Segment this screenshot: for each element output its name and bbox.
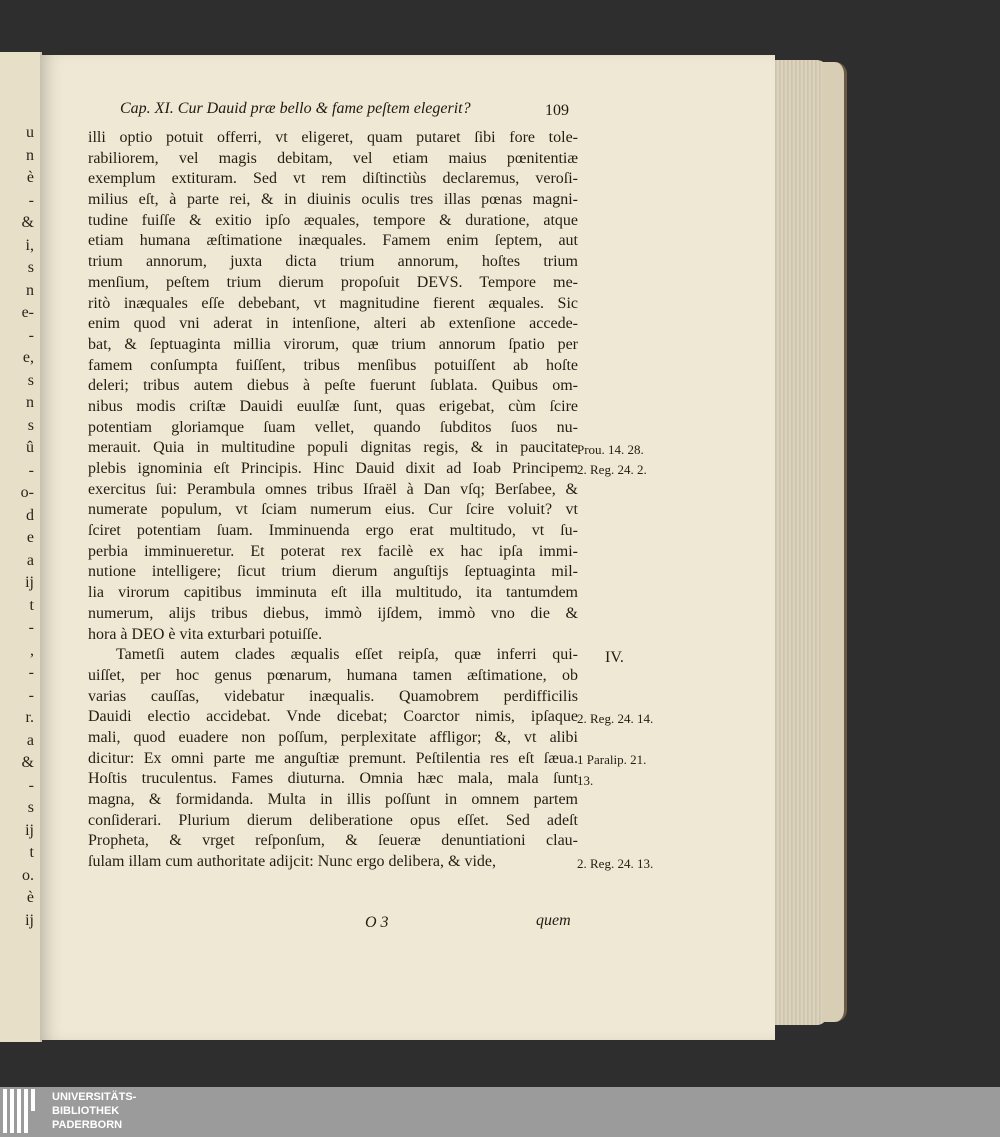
left-page-fragment: a (26, 731, 34, 749)
left-page-fragment: , (30, 641, 34, 659)
body-line: etiam humana æſtimatione inæquales. Famem enim ſeptem, aut (88, 232, 578, 250)
library-logo-icon (3, 1089, 47, 1135)
margin-note: 1 Paralip. 21. (577, 752, 647, 767)
margin-note: Prou. 14. 28. (577, 441, 644, 457)
left-page-fragment: t (29, 596, 34, 614)
left-page-fragment: o- (20, 484, 34, 501)
left-page-fragment: - (28, 664, 34, 681)
library-logo-text (52, 1090, 136, 1132)
left-page-fragment: u (26, 124, 34, 141)
body-line: potentiam gloriamque ſuam vellet, quando ſubditos ſuos nu- (88, 418, 578, 436)
left-page-fragment: & (21, 754, 34, 771)
left-page-fragment: - (28, 776, 34, 794)
left-page-fragment: - (28, 686, 34, 704)
body-line: plebis ignominia eſt Principis. Hinc Dauid dixit ad Ioab Principem (88, 460, 578, 477)
logo-bar (24, 1089, 28, 1133)
margin-note: 13. (577, 772, 594, 788)
body-line: numerate populum, vt ſciam numerum eius. Cur ſcire voluit? vt (88, 501, 578, 519)
logo-bar (10, 1089, 14, 1133)
margin-note: IV. (605, 648, 624, 666)
body-line: exemplum extituram. Sed vt rem diſtinctiùs declaremus, veroſi- (88, 170, 578, 188)
logo-bar (3, 1089, 7, 1133)
margin-note: 2. Reg. 24. 14. (577, 710, 654, 726)
left-page-fragment: è (26, 889, 34, 906)
body-line: uiſſet, per hoc genus pœnarum, humana tamen æſtimatione, ob (88, 666, 578, 684)
margin-note: 2. Reg. 24. 2. (577, 462, 647, 478)
logo-bar (31, 1089, 35, 1111)
body-line: nutione intelligere; ſicut trium dierum anguſtijs ſeptuaginta mil- (88, 563, 578, 581)
body-line: exercitus ſui: Perambula omnes tribus Iſraël à Dan vſq; Berſabee, & (88, 480, 578, 498)
left-page-fragment: ij (25, 821, 34, 839)
logo-line-2: BIBLIOTHEK (52, 1105, 120, 1117)
left-page-fragment: & (21, 214, 34, 231)
body-text (88, 128, 578, 873)
logo-line-1: UNIVERSITÄTS- (52, 1091, 137, 1103)
body-line: Hoſtis truculentus. Fames diuturna. Omnia hæc mala, mala ſunt (88, 770, 578, 788)
body-line: nibus modis criſtæ Dauidi euulſæ ſunt, quas erigebat, cùm ſcire (88, 397, 578, 415)
body-line: dicitur: Ex omni parte me anguſtiæ premunt. Peſtilentia res eſt ſæua. (88, 749, 578, 767)
body-line: conſiderari. Plurium dierum deliberatione opus eſſet. Sed adeſt (88, 811, 578, 829)
left-page-edge (0, 52, 42, 1042)
left-page-fragment: e (26, 529, 34, 546)
body-line: Tametſi autem clades æqualis eſſet reipſa, quæ inferri qui- (116, 646, 578, 664)
logo-line-3: PADERBORN (52, 1119, 123, 1131)
left-page-fragment: è (26, 169, 34, 186)
body-line: mali, quod euadere non poſſum, perplexitate affligor; &, vt alibi (88, 728, 578, 746)
left-page-fragment: n (26, 281, 34, 299)
body-line: lia virorum capitibus imminuta eſt illa multitudo, ita tantumdem (88, 584, 578, 602)
body-line: enim quod vni aderat in intenſione, alteri ab extenſione accede- (88, 315, 578, 333)
body-line: hora à DEO è vita exturbari potuiſſe. (88, 625, 323, 643)
left-page-fragment: e, (22, 349, 34, 366)
body-line: perbia imminueretur. Et poterat rex facilè ex hac ipſa immi- (88, 542, 578, 560)
catchword: quem (536, 912, 571, 929)
body-line: ritò inæquales eſſe debebant, vt magnitudine fierent æquales. Sic (88, 294, 578, 312)
left-page-fragment: s (27, 259, 34, 276)
left-page-fragment: - (28, 619, 34, 636)
body-line: merauit. Quia in multitudine populi dignitas regis, & in paucitate (88, 439, 578, 457)
signature-mark: O 3 (365, 914, 389, 931)
body-line: milius eſt, à parte rei, & in diuinis oculis tres illas pœnas magni- (88, 191, 578, 209)
page-number: 109 (545, 102, 569, 119)
body-line: tudine fuiſſe & exitio ipſo æquales, tempore & duratione, atque (88, 211, 578, 229)
body-line: illi optio potuit offerri, vt eligeret, quam putaret ſibi fore tole- (88, 129, 578, 146)
left-page-fragment: û (26, 439, 34, 456)
left-page-fragment: i, (25, 236, 34, 254)
body-line: ſulam illam cum authoritate adijcit: Nunc ergo delibera, & vide, (88, 853, 497, 871)
body-line: famem conſumpta fuiſſent, tribus menſibus potuiſſent ab hoſte (88, 356, 578, 374)
left-page-fragment: ij (25, 574, 34, 591)
left-page-fragment: o. (22, 866, 34, 884)
running-head: Cap. XI. Cur Dauid præ bello & fame peſtem elegerit? (120, 100, 471, 117)
library-footer-bar (0, 1087, 1000, 1137)
left-page-fragment: n (26, 394, 34, 411)
body-line: Dauidi electio accidebat. Vnde dicebat; Coarctor nimis, ipſaque (88, 708, 578, 726)
body-line: varias cauſſas, videbatur inæqualis. Quamobrem perdifficilis (88, 687, 578, 705)
margin-note: 2. Reg. 24. 13. (577, 855, 654, 871)
body-line: ſciret potentiam ſuam. Imminuenda ergo erat multitudo, vt ſu- (88, 522, 578, 540)
body-line: menſium, peſtem trium dierum propoſuit DEVS. Tempore me- (88, 273, 578, 291)
left-page-fragment: - (28, 326, 34, 344)
left-page-fragment: s (27, 371, 34, 389)
body-line: bat, & ſeptuaginta millia virorum, quæ trium annorum ſpatio per (88, 335, 578, 353)
left-page-fragment: e- (21, 304, 34, 321)
left-page-fragment: s (27, 416, 34, 434)
body-line: numerum, alijs tribus diebus, immò ijſdem, immò vno die & (88, 604, 578, 622)
left-page-fragment: ij (25, 911, 34, 929)
left-page-fragment: t (29, 844, 34, 861)
body-line: trium annorum, juxta dicta trium annorum, hoſtes trium (88, 253, 578, 271)
logo-bar (17, 1089, 21, 1133)
left-page-fragment: r. (25, 709, 34, 726)
body-line: magna, & formidanda. Multa in illis poſſunt in omnem partem (88, 791, 578, 808)
body-line: deleri; tribus autem diebus à peſte fuerunt ſublata. Quibus om- (88, 377, 578, 395)
left-page-fragment: a (26, 551, 34, 569)
left-page-fragment: - (28, 191, 34, 209)
left-page-fragment: n (26, 146, 34, 164)
body-line: rabiliorem, vel magis debitam, vel etiam maius pœnitentiæ (88, 149, 578, 167)
body-line: Propheta, & vrget reſponſum, & ſeueræ denuntiationi clau- (88, 832, 578, 850)
left-page-fragment: d (26, 506, 34, 524)
left-page-fragments (2, 122, 38, 932)
book-cover-edge (822, 62, 847, 1022)
left-page-fragment: - (28, 461, 34, 479)
left-page-fragment: s (27, 799, 34, 816)
